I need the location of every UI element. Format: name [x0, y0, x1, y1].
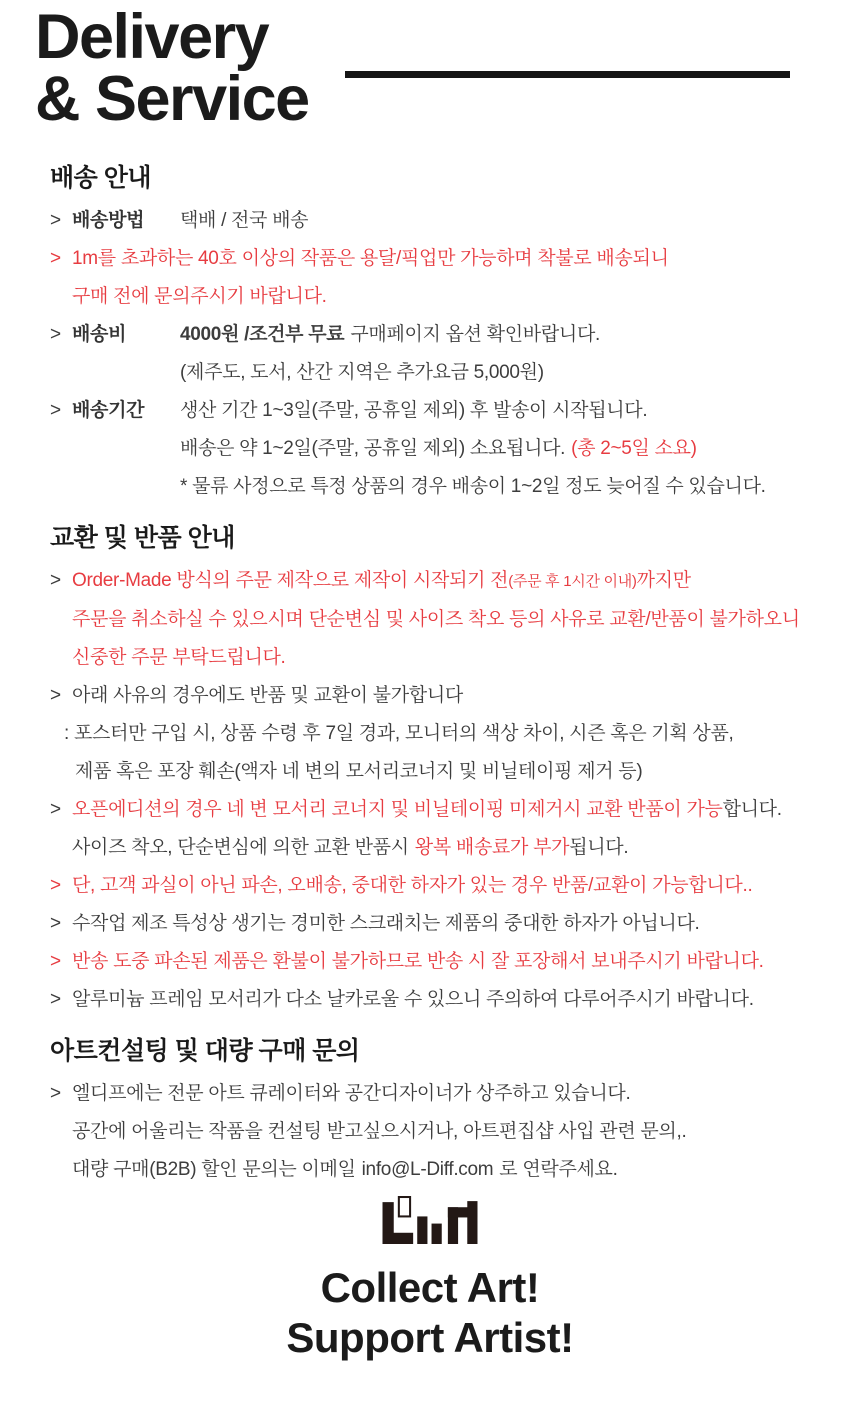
open-edition-text-red: 오픈에디션의 경우 네 변 모서리 코너지 및 비닐테이핑 미제거시 교환 반품이 가능 [72, 799, 723, 820]
chevron-icon: > [50, 875, 61, 896]
order-made-text3: 신중한 주문 부탁드립니다. [72, 647, 286, 668]
return-shipping-line [0, 950, 860, 973]
customer-fault-text: 단, 고객 과실이 아닌 파손, 오배송, 중대한 하자가 있는 경우 반품/교환이 가능합니다.. [72, 875, 753, 896]
order-made-line3 [0, 646, 860, 669]
title-rule-line [345, 71, 790, 78]
chevron-icon: > [50, 210, 61, 231]
returns-heading: 교환 및 반품 안내 [50, 524, 235, 552]
section-exchange-return-info [0, 524, 860, 1011]
consulting-text3-prefix: 대량 구매(B2B) 할인 문의는 이메일 [72, 1159, 356, 1180]
no-return-intro-line [0, 684, 860, 707]
size-error-text1: 사이즈 착오, 단순변심에 의한 교환 반품시 [72, 837, 409, 858]
chevron-icon: > [50, 1083, 61, 1104]
shipping-period-line3 [0, 475, 860, 498]
open-edition-line [0, 798, 860, 821]
order-made-text2: 주문을 취소하실 수 있으시며 단순변심 및 사이즈 착오 등의 사유로 교환/반품이 불가하오니 [72, 609, 800, 630]
oversize-notice-text1: 1m를 초과하는 40호 이상의 작품은 용달/픽업만 가능하며 착불로 배송되니 [72, 248, 669, 269]
handmade-text: 수작업 제조 특성상 생기는 경미한 스크래치는 제품의 중대한 하자가 아닙니다. [72, 913, 700, 934]
no-return-cases-line2 [0, 760, 860, 783]
chevron-icon: > [50, 248, 61, 269]
shipping-method-label: 배송방법 [72, 210, 145, 231]
section-shipping-info [0, 164, 860, 498]
consulting-text2: 공간에 어울리는 작품을 컨설팅 받고싶으시거나, 아트편집샵 사입 관련 문의,. [72, 1121, 687, 1142]
size-error-line [0, 836, 860, 859]
order-made-line2 [0, 608, 860, 631]
size-error-text2: 됩니다. [569, 837, 629, 858]
page-header [0, 2, 860, 134]
order-made-text1a: Order-Made 방식의 주문 제작으로 제작이 시작되기 전 [72, 570, 509, 591]
delivery-service-page [0, 2, 860, 1422]
shipping-period-label: 배송기간 [72, 400, 145, 421]
shipping-period-text2: 배송은 약 1~2일(주말, 공휴일 제외) 소요됩니다. [180, 438, 566, 459]
l-diff-logo [382, 1196, 478, 1244]
shipping-fee-row [0, 323, 860, 346]
oversize-notice-text2: 구매 전에 문의주시기 바랍니다. [72, 286, 327, 307]
aluminum-line [0, 988, 860, 1011]
order-made-text1b: (주문 후 1시간 이내) [508, 573, 637, 590]
customer-fault-line [0, 874, 860, 897]
no-return-intro-text: 아래 사유의 경우에도 반품 및 교환이 불가합니다 [72, 685, 463, 706]
shipping-fee-amount: 4000원 /조건부 무료 [180, 324, 345, 345]
consulting-line2 [0, 1120, 860, 1143]
consulting-line1 [0, 1082, 860, 1105]
chevron-icon: > [50, 324, 61, 345]
chevron-icon: > [50, 685, 61, 706]
oversize-notice-line2 [0, 285, 860, 308]
no-return-cases-line1 [0, 722, 860, 745]
shipping-fee-extra-text: (제주도, 도서, 산간 지역은 추가요금 5,000원) [180, 362, 544, 383]
no-return-cases-text1: : 포스터만 구입 시, 상품 수령 후 7일 경과, 모니터의 색상 차이, 시즌 혹은 기획 상품, [64, 723, 734, 744]
shipping-method-value: 택배 / 전국 배송 [180, 210, 309, 231]
order-made-text1c: 까지만 [636, 570, 691, 591]
footer-logo-area [0, 1196, 860, 1249]
consulting-heading: 아트컨설팅 및 대량 구매 문의 [50, 1037, 360, 1065]
chevron-icon: > [50, 400, 61, 421]
chevron-icon: > [50, 570, 61, 591]
slogan-line2: Support Artist! [286, 1314, 574, 1361]
section-art-consulting [0, 1037, 860, 1181]
chevron-icon: > [50, 989, 61, 1010]
consulting-text1: 엘디프에는 전문 아트 큐레이터와 공간디자이너가 상주하고 있습니다. [72, 1083, 631, 1104]
shipping-period-text3: * 물류 사정으로 특정 상품의 경우 배송이 1~2일 정도 늦어질 수 있습니다. [180, 476, 766, 497]
page-title-line1: Delivery [35, 2, 269, 72]
chevron-icon: > [50, 951, 61, 972]
return-shipping-text: 반송 도중 파손된 제품은 환불이 불가하므로 반송 시 잘 포장해서 보내주시기 바랍니다. [72, 951, 764, 972]
page-title [35, 2, 860, 134]
shipping-fee-label: 배송비 [72, 324, 127, 345]
shipping-period-row [0, 399, 860, 422]
consulting-text3-suffix: 로 연락주세요. [499, 1159, 618, 1180]
footer-slogan [0, 1263, 860, 1363]
size-error-text-red: 왕복 배송료가 부가 [414, 837, 570, 858]
shipping-period-total-days: (총 2~5일 소요) [571, 438, 697, 459]
aluminum-text: 알루미늄 프레임 모서리가 다소 날카로울 수 있으니 주의하여 다루어주시기 바랍니다. [72, 989, 754, 1010]
shipping-heading: 배송 안내 [50, 164, 152, 192]
no-return-cases-text2: 제품 혹은 포장 훼손(액자 네 변의 모서리코너지 및 비닐테이핑 제거 등) [75, 761, 643, 782]
chevron-icon: > [50, 799, 61, 820]
chevron-icon: > [50, 913, 61, 934]
shipping-method-row [0, 209, 860, 232]
slogan-line1: Collect Art! [320, 1264, 540, 1311]
handmade-line [0, 912, 860, 935]
shipping-period-value: 생산 기간 1~3일(주말, 공휴일 제외) 후 발송이 시작됩니다. [180, 400, 648, 421]
shipping-fee-extra-note [0, 361, 860, 384]
shipping-period-line2 [0, 437, 860, 460]
contact-email: info@L-Diff.com [361, 1159, 494, 1180]
shipping-fee-note-inline: 구매페이지 옵션 확인바랍니다. [350, 324, 600, 345]
order-made-line1 [0, 569, 860, 593]
open-edition-text-black: 합니다. [722, 799, 782, 820]
page-title-line2: & Service [35, 64, 309, 134]
consulting-line3 [0, 1158, 860, 1181]
oversize-notice-line1 [0, 247, 860, 270]
